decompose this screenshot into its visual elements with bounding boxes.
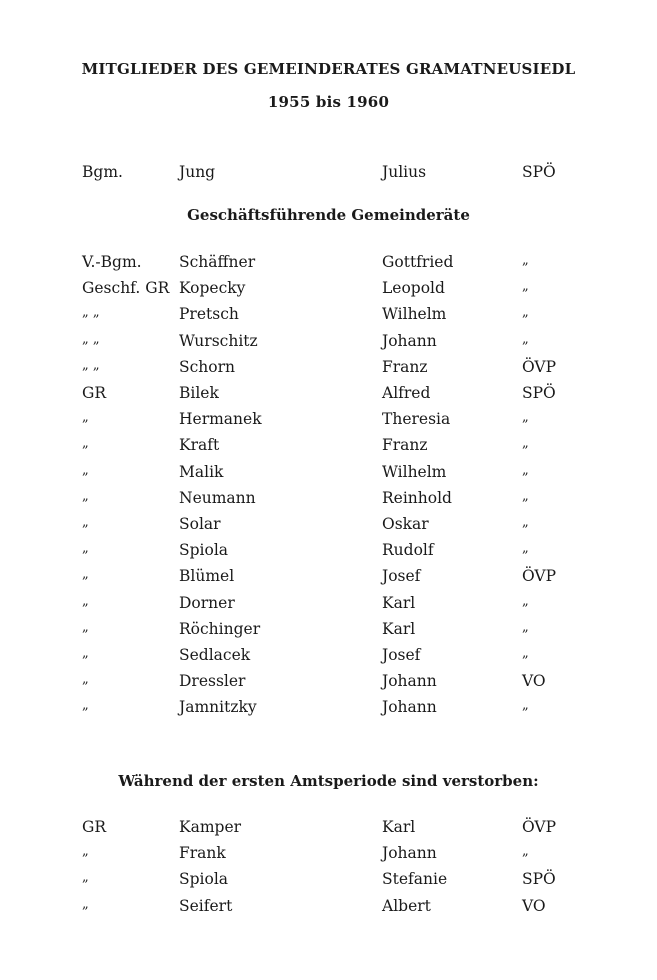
party: „	[522, 515, 529, 530]
first-name: Karl	[382, 818, 416, 836]
party: „	[522, 305, 529, 321]
table-row	[0, 384, 657, 404]
role: Geschf. GR	[82, 279, 170, 298]
first-name: Johann	[382, 844, 437, 863]
role: „	[82, 515, 89, 530]
first-name: Wilhelm	[382, 462, 447, 481]
table-row	[0, 253, 657, 273]
section-heading-executive: Geschäftsführende Gemeinderäte	[187, 206, 470, 224]
table-row	[0, 594, 657, 614]
party: „	[522, 436, 529, 452]
party: „	[522, 331, 529, 347]
party: „	[522, 593, 529, 609]
first-name: Julius	[382, 163, 427, 181]
table-row	[0, 698, 657, 718]
last-name: Sedlacek	[179, 646, 251, 664]
mayor-row	[0, 163, 657, 183]
first-name: Franz	[382, 436, 428, 455]
role: GR	[82, 818, 107, 836]
table-row	[0, 279, 657, 299]
role: „	[82, 410, 89, 426]
party: ÖVP	[522, 818, 557, 836]
role: „	[82, 488, 89, 504]
first-name: Albert	[382, 896, 431, 915]
last-name: Wurschitz	[179, 331, 258, 350]
table-row	[0, 305, 657, 325]
party: „	[522, 410, 529, 426]
role: „	[82, 593, 89, 609]
last-name: Frank	[179, 844, 226, 863]
section-heading-deceased: Während der ersten Amtsperiode sind verstorben:	[118, 772, 539, 790]
party: ÖVP	[522, 567, 557, 586]
role: „ „	[82, 305, 100, 321]
last-name: Pretsch	[179, 305, 239, 324]
first-name: Rudolf	[382, 541, 434, 560]
last-name: Kopecky	[179, 279, 246, 298]
first-name: Josef	[382, 646, 421, 664]
last-name: Solar	[179, 515, 221, 533]
last-name: Röchinger	[179, 619, 261, 638]
role: „	[82, 436, 89, 452]
document-title: MITGLIEDER DES GEMEINDERATES GRAMATNEUSIEDL	[81, 60, 576, 78]
last-name: Schäffner	[179, 253, 256, 271]
table-row	[0, 844, 657, 864]
last-name: Jamnitzky	[179, 698, 257, 717]
last-name: Schorn	[179, 357, 236, 376]
role: „	[82, 541, 89, 557]
party: „	[522, 462, 529, 478]
role: „	[82, 844, 89, 860]
party: VO	[522, 896, 546, 915]
last-name: Kamper	[179, 818, 242, 836]
party: „	[522, 253, 529, 268]
table-row	[0, 620, 657, 640]
first-name: Stefanie	[382, 870, 448, 889]
last-name: Malik	[179, 462, 224, 481]
table-row	[0, 567, 657, 587]
role: „	[82, 567, 89, 583]
first-name: Karl	[382, 619, 416, 638]
table-row	[0, 541, 657, 561]
last-name: Seifert	[179, 896, 233, 915]
role: „	[82, 672, 89, 688]
first-name: Johann	[382, 672, 437, 691]
last-name: Spiola	[179, 870, 229, 889]
table-row	[0, 332, 657, 352]
table-row	[0, 463, 657, 483]
first-name: Theresia	[382, 410, 451, 429]
party: „	[522, 698, 529, 714]
role: „	[82, 462, 89, 478]
last-name: Blümel	[179, 567, 235, 586]
first-name: Oskar	[382, 515, 429, 533]
party: SPÖ	[522, 384, 556, 402]
party: „	[522, 619, 529, 635]
last-name: Jung	[179, 163, 216, 181]
role: „	[82, 698, 89, 714]
table-row	[0, 436, 657, 456]
party: „	[522, 646, 529, 661]
last-name: Dressler	[179, 672, 246, 691]
table-row	[0, 672, 657, 692]
first-name: Josef	[382, 567, 421, 586]
table-row	[0, 515, 657, 535]
role: V.-Bgm.	[82, 253, 142, 271]
party: „	[522, 541, 529, 557]
party: „	[522, 844, 529, 860]
party: SPÖ	[522, 870, 556, 889]
role: „	[82, 646, 89, 661]
first-name: Leopold	[382, 279, 445, 298]
party: ÖVP	[522, 357, 557, 376]
role: „	[82, 619, 89, 635]
first-name: Karl	[382, 593, 416, 612]
last-name: Spiola	[179, 541, 229, 560]
table-row	[0, 897, 657, 917]
last-name: Hermanek	[179, 410, 262, 429]
first-name: Johann	[382, 698, 437, 717]
role: Bgm.	[82, 163, 123, 181]
first-name: Franz	[382, 357, 428, 376]
table-row	[0, 358, 657, 378]
party: „	[522, 488, 529, 504]
last-name: Kraft	[179, 436, 220, 455]
last-name: Bilek	[179, 384, 219, 402]
table-row	[0, 489, 657, 509]
role: GR	[82, 384, 107, 402]
first-name: Alfred	[382, 384, 431, 402]
role: „	[82, 870, 89, 886]
role: „ „	[82, 357, 100, 373]
party: „	[522, 279, 529, 295]
table-row	[0, 870, 657, 890]
table-row	[0, 410, 657, 430]
first-name: Reinhold	[382, 488, 452, 507]
first-name: Johann	[382, 331, 437, 350]
first-name: Wilhelm	[382, 305, 447, 324]
role: „ „	[82, 331, 100, 347]
last-name: Neumann	[179, 488, 256, 507]
party: VO	[522, 672, 546, 691]
document-period: 1955 bis 1960	[267, 93, 390, 111]
party: SPÖ	[522, 163, 556, 181]
table-row	[0, 818, 657, 838]
table-row	[0, 646, 657, 666]
last-name: Dorner	[179, 593, 235, 612]
first-name: Gottfried	[382, 253, 454, 271]
role: „	[82, 896, 89, 912]
